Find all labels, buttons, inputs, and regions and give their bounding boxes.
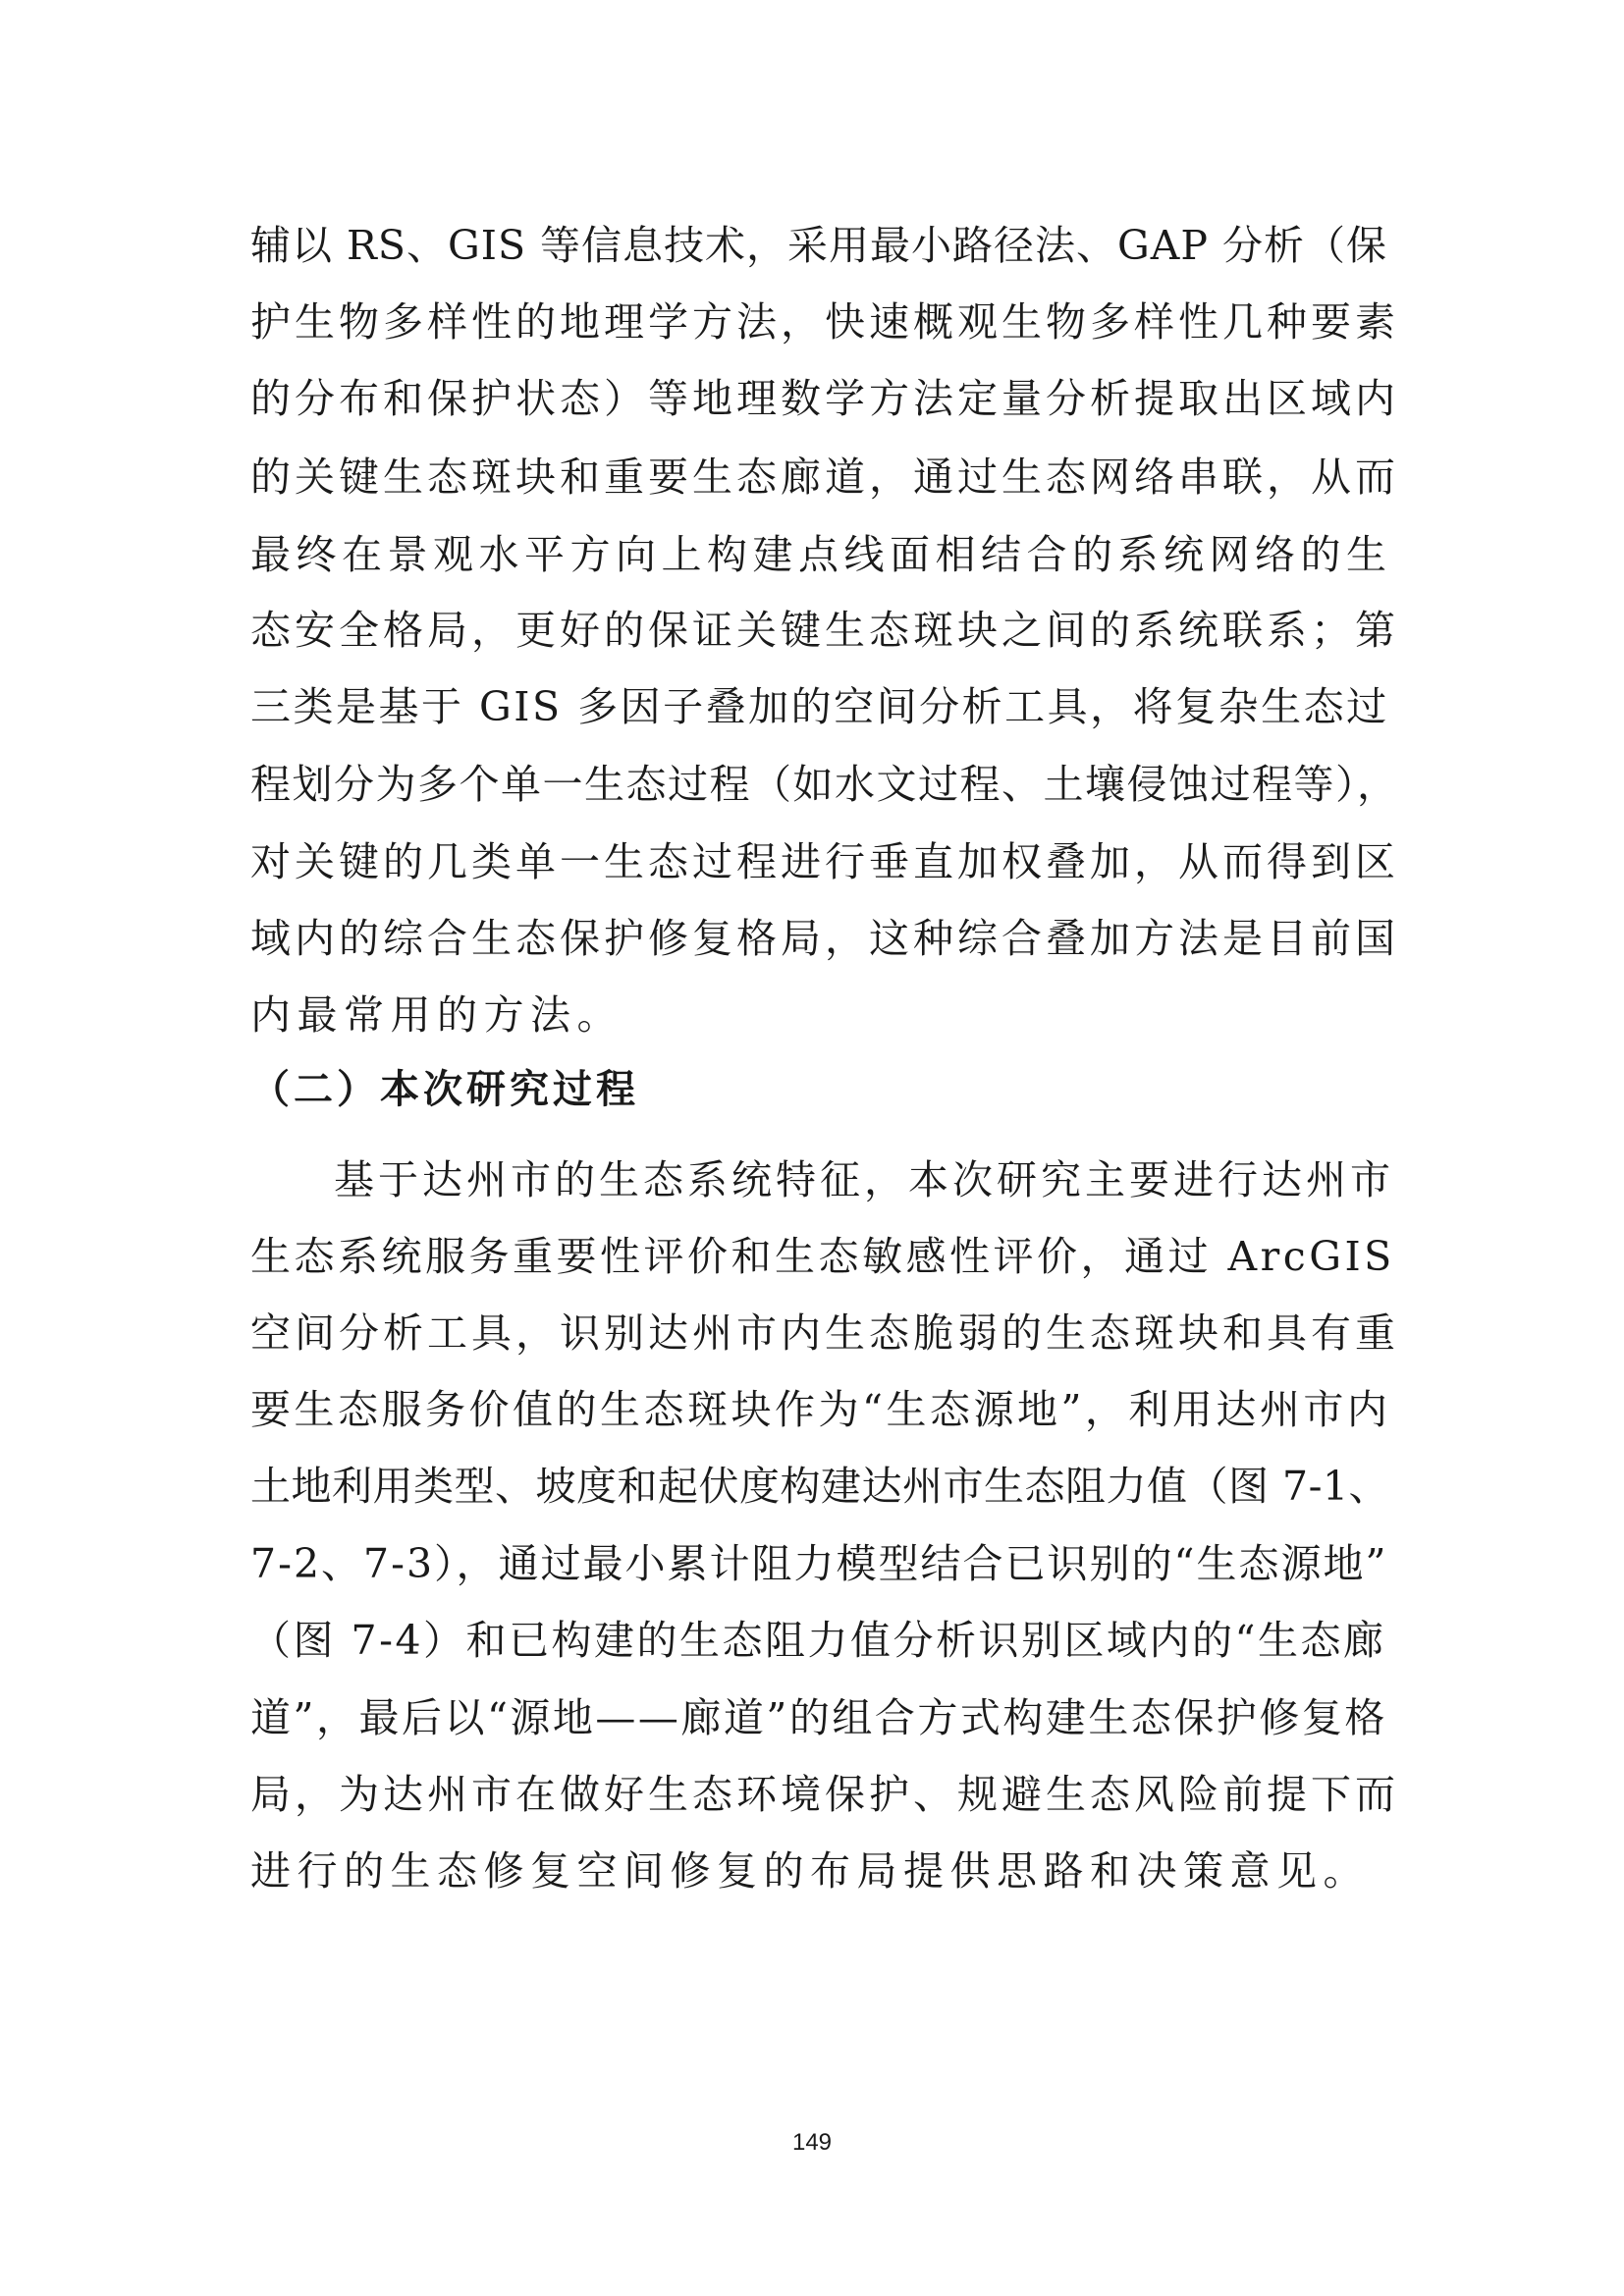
paragraph-1-line-5: 最终在景观水平方向上构建点线面相结合的系统网络的生 xyxy=(250,531,1392,578)
paragraph-2-line-6: 7-2、7-3），通过最小累计阻力模型结合已识别的“生态源地” xyxy=(250,1540,1388,1587)
paragraph-2-line-5: 土地利用类型、坡度和起伏度构建达州市生态阻力值（图 7-1、 xyxy=(250,1463,1390,1510)
paragraph-1-line-3: 的分布和保护状态）等地理数学方法定量分析提取出区域内 xyxy=(250,375,1399,422)
paragraph-1-line-2: 护生物多样性的地理学方法，快速概观生物多样性几种要素 xyxy=(250,298,1399,346)
paragraph-2-line-4: 要生态服务价值的生态斑块作为“生态源地”，利用达州市内 xyxy=(250,1386,1391,1433)
paragraph-1-line-9: 对关键的几类单一生态过程进行垂直加权叠加，从而得到区 xyxy=(250,838,1399,885)
paragraph-1-line-11: 内最常用的方法。 xyxy=(250,991,623,1039)
paragraph-1-line-8: 程划分为多个单一生态过程（如水文过程、土壤侵蚀过程等）， xyxy=(250,761,1399,808)
section-heading: （二）本次研究过程 xyxy=(250,1067,639,1112)
paragraph-2-line-9: 局，为达州市在做好生态环境保护、规避生态风险前提下而 xyxy=(250,1771,1399,1818)
paragraph-1-line-1: 辅以 RS、GIS 等信息技术，采用最小路径法、GAP 分析（保 xyxy=(250,222,1388,269)
paragraph-2-line-3: 空间分析工具，识别达州市内生态脆弱的生态斑块和具有重 xyxy=(250,1309,1399,1357)
paragraph-1-line-10: 域内的综合生态保护修复格局，这种综合叠加方法是目前国 xyxy=(250,915,1399,962)
paragraph-2-line-8: 道”，最后以“源地——廊道”的组合方式构建生态保护修复格 xyxy=(250,1694,1387,1741)
paragraph-2-line-7: （图 7-4）和已构建的生态阻力值分析识别区域内的“生态廊 xyxy=(250,1617,1386,1664)
paragraph-1-line-7: 三类是基于 GIS 多因子叠加的空间分析工具，将复杂生态过 xyxy=(250,683,1389,730)
paragraph-2-line-1: 基于达州市的生态系统特征，本次研究主要进行达州市 xyxy=(334,1156,1394,1203)
paragraph-2-line-10: 进行的生态修复空间修复的布局提供思路和决策意见。 xyxy=(250,1847,1370,1895)
page-number: 149 xyxy=(791,2129,833,2156)
paragraph-1-line-4: 的关键生态斑块和重要生态廊道，通过生态网络串联，从而 xyxy=(250,454,1399,501)
paragraph-1-line-6: 态安全格局，更好的保证关键生态斑块之间的系统联系；第 xyxy=(250,607,1399,654)
paragraph-2-line-2: 生态系统服务重要性评价和生态敏感性评价，通过 ArcGIS xyxy=(250,1233,1395,1280)
